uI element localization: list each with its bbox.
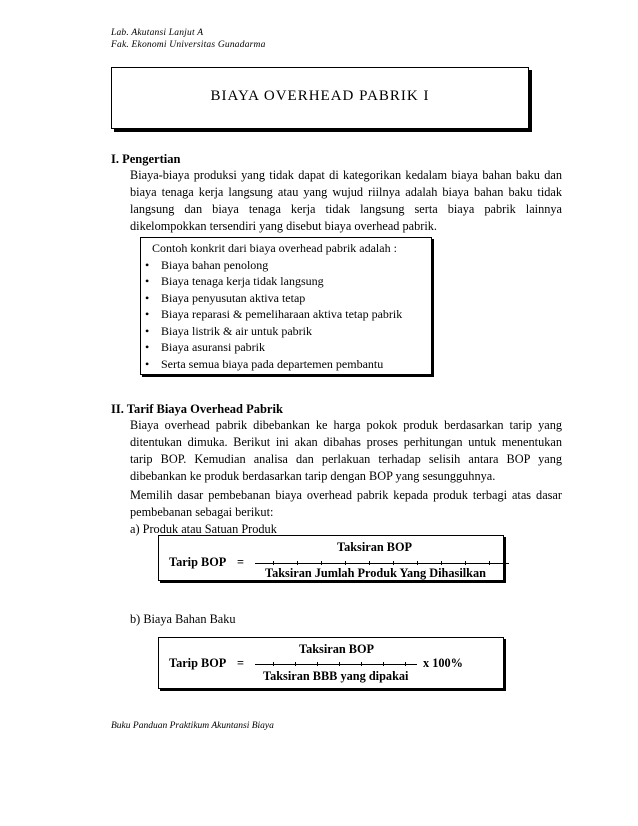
paragraph-line: biaya tenaga kerja langsung atau yang wujud riilnya adalah biaya bahan baku tidak — [130, 185, 562, 199]
bullet-icon: • — [145, 257, 150, 272]
list-item: • Biaya penyusutan aktiva tetap — [145, 290, 306, 305]
formula-a-fraction-bar — [255, 563, 509, 564]
paragraph-line: Memilih dasar pembebanan biaya overhead pabrik kepada produk terbagi atas dasar — [130, 488, 562, 502]
paragraph-line: Biaya-biaya produksi yang tidak dapat di kategorikan kedalam biaya bahan baku dan — [130, 168, 562, 182]
header-line-1: Lab. Akutansi Lanjut A — [111, 28, 204, 38]
bullet-icon: • — [145, 356, 150, 371]
list-item: • Biaya bahan penolong — [145, 257, 269, 272]
paragraph-line: langsung dan biaya tenaga kerja tidak langsung serta biaya pabrik lainnya — [130, 202, 562, 216]
list-item: • Biaya listrik & air untuk pabrik — [145, 323, 312, 338]
paragraph-line: ditentukan dimuka. Berikut ini akan dibahas proses perhitungan untuk menentukan — [130, 435, 562, 449]
formula-b-box — [158, 637, 504, 689]
section-2-paragraph-2 — [130, 487, 562, 538]
formula-a-box — [158, 535, 504, 581]
examples-list — [145, 257, 427, 373]
formula-a-numerator: Taksiran BOP — [337, 540, 413, 554]
paragraph-line: dibebankan ke produk berdasarkan tarip dengan BOP yang sesungguhnya. — [130, 469, 496, 483]
formula-b-equals: = — [237, 656, 245, 670]
page-title: BIAYA OVERHEAD PABRIK I — [210, 88, 430, 104]
item-a-label: a) Produk atau Satuan Produk — [130, 522, 277, 536]
section-2-paragraph-1 — [130, 417, 562, 485]
list-item: • Biaya tenaga kerja tidak langsung — [145, 274, 324, 288]
section-1-heading: I. Pengertian — [111, 152, 181, 166]
formula-b-numerator: Taksiran BOP — [299, 642, 375, 656]
formula-b-fraction-bar — [255, 664, 417, 665]
list-item: • Biaya reparasi & pemeliharaan aktiva tetap pabrik — [145, 307, 403, 321]
section-1-paragraph — [130, 167, 562, 235]
bullet-icon: • — [145, 274, 150, 288]
formula-a-denominator: Taksiran Jumlah Produk Yang Dihasilkan — [265, 566, 486, 580]
formula-b-denominator: Taksiran BBB yang dipakai — [263, 669, 409, 683]
list-item: • Serta semua biaya pada departemen pembantu — [145, 356, 384, 371]
title-box — [111, 67, 529, 129]
bullet-icon: • — [145, 340, 150, 354]
examples-box — [140, 237, 432, 375]
bullet-icon: • — [145, 323, 150, 338]
bullet-icon: • — [145, 307, 150, 321]
header-line-2: Fak. Ekonomi Universitas Gunadarma — [111, 40, 266, 50]
examples-intro: Contoh konkrit dari biaya overhead pabrik adalah : — [152, 241, 397, 255]
paragraph-line: pembebanan sebagai berikut: — [130, 505, 274, 519]
bullet-icon: • — [145, 290, 150, 305]
paragraph-line: Biaya overhead pabrik dibebankan ke harga pokok produk berdasarkan tarip yang — [130, 418, 562, 432]
formula-a-equals: = — [237, 555, 245, 569]
list-item: • Biaya asuransi pabrik — [145, 340, 265, 354]
section-2-heading: II. Tarif Biaya Overhead Pabrik — [111, 402, 283, 416]
paragraph-line: dikelompokkan tersendiri yang disebut biaya overhead pabrik. — [130, 219, 437, 233]
formula-a-lhs: Tarip BOP — [169, 555, 227, 569]
paragraph-line: tarip BOP. Kemudian analisa dan perlakuan terhadap selisih antara BOP yang — [130, 452, 562, 466]
formula-b-lhs: Tarip BOP — [169, 656, 227, 670]
formula-b-suffix: x 100% — [423, 656, 463, 670]
page-footer: Buku Panduan Praktikum Akuntansi Biaya — [111, 721, 274, 731]
item-b-label: b) Biaya Bahan Baku — [130, 612, 236, 626]
